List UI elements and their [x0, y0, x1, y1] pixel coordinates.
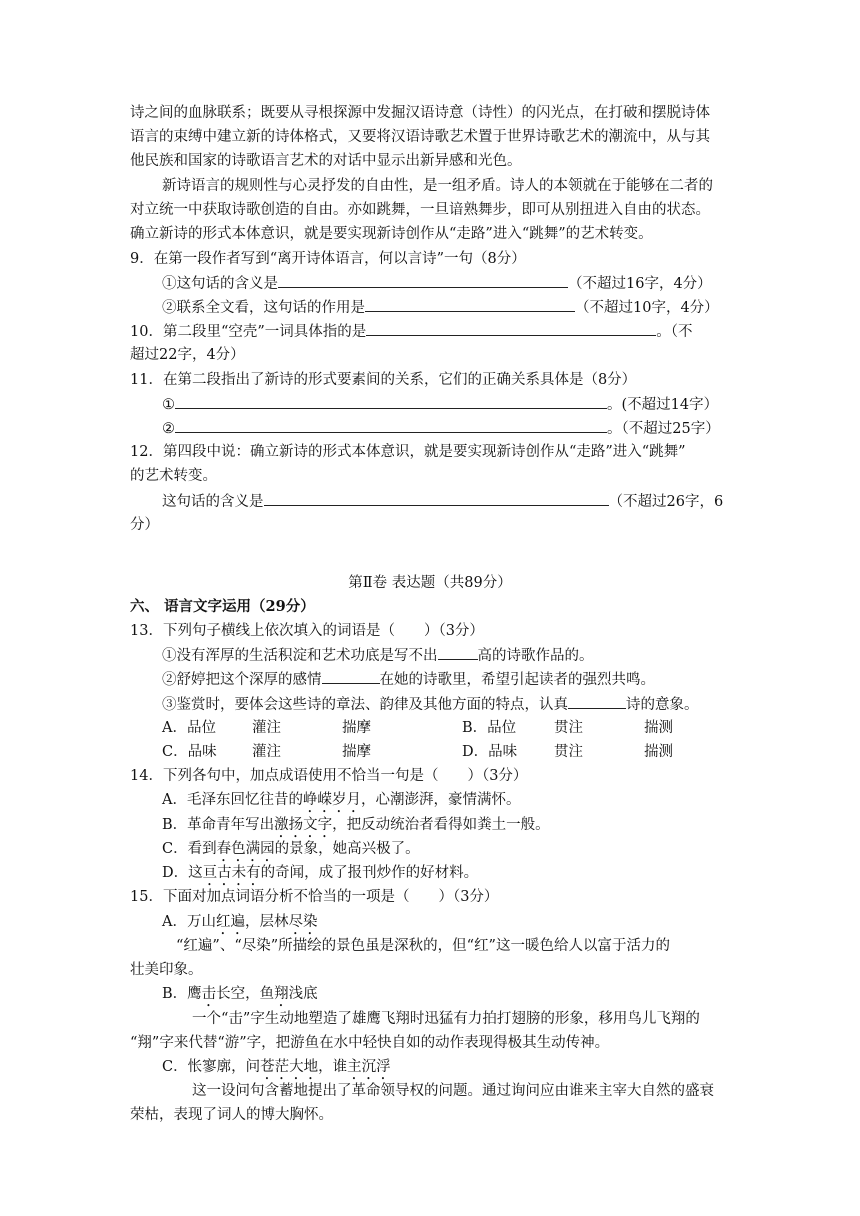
option-text: 的景象，她高兴极了。: [274, 841, 420, 857]
option-word: 揣摩: [342, 744, 371, 760]
question-14-option-b[interactable]: [162, 815, 550, 841]
dotted-word: 红遍: [215, 914, 245, 930]
passage-line: 确立新诗的形式本体意识，就是要实现新诗创作从“走路”进入“跳舞”的艺术转变。: [130, 226, 653, 242]
answer-blank[interactable]: [175, 394, 607, 409]
question-13-options-row: [162, 742, 673, 762]
sentence-text: ③鉴赏时，要体会这些诗的章法、韵律及其他方面的特点，认真: [162, 697, 568, 713]
sentence-text: ②舒婷把这个深厚的感情: [162, 672, 322, 688]
option-text: C．怅寥廓，问: [162, 1059, 261, 1075]
sub-limit: （不超过26字，6: [608, 494, 724, 510]
sub-limit: 。（不超过25字）: [607, 421, 720, 437]
dotted-word: 尽染: [288, 914, 318, 930]
answer-blank[interactable]: [175, 418, 607, 433]
dotted-word: 主沉浮: [347, 1059, 391, 1075]
question-15-a-explanation: 壮美印象。: [130, 962, 203, 978]
dotted-word: 苍茫大地: [260, 1059, 319, 1075]
sub-label: ①: [162, 397, 175, 413]
sub-limit: （不超过10字，4分）: [575, 300, 719, 316]
option-text: ，心潮澎湃，豪情满怀。: [360, 792, 521, 808]
sentence-text: 在她的诗歌里，希望引起读者的强烈共鸣。: [379, 672, 655, 688]
fill-blank[interactable]: [438, 645, 478, 660]
question-15-c-explanation: 这一设问句含蓄地提出了革命领导权的问题。通过询问应由谁来主宰大自然的盛衰: [192, 1083, 714, 1099]
question-14-option-a[interactable]: [162, 790, 520, 816]
question-15-option-a[interactable]: [162, 912, 317, 938]
question-13-sent1: [162, 645, 594, 666]
option-text: B．鹰: [162, 986, 202, 1002]
question-14-option-d[interactable]: [162, 863, 478, 889]
question-13-options-row: [162, 718, 673, 738]
question-13-stem: 13．下列句子横线上依次填入的词语是（ ）（3分）: [130, 623, 484, 639]
passage-line: 诗之间的血脉联系；既要从寻根探源中发掘汉语诗意（诗性）的闪光点，在打破和摆脱诗体: [130, 105, 710, 121]
option-word: 灌注: [252, 720, 281, 736]
option-text: ，谁: [318, 1059, 348, 1075]
option-word: 灌注: [252, 744, 281, 760]
sub-label: ①这句话的含义是: [162, 276, 278, 292]
sub-limit: 。(不超过14字）: [607, 397, 719, 413]
option-text: A．万山: [162, 914, 216, 930]
question-13-sent3: [162, 694, 699, 715]
question-14-option-c[interactable]: [162, 839, 420, 865]
option-text: D．这: [162, 865, 203, 881]
sentence-text: 高的诗歌作品的。: [477, 648, 594, 664]
question-14-stem: 14．下列各句中，加点成语使用不恰当一句是（ ）（3分）: [130, 768, 528, 784]
question-15-a-explanation: “红遍”、“尽染”所描绘的景色虽是深秋的，但“红”这一暖色给人以富于活力的: [176, 938, 670, 954]
question-15-b-explanation: 一个“击”字生动地塑造了雄鹰飞翔时迅猛有力拍打翅膀的形象，移用鸟儿飞翔的: [192, 1011, 700, 1027]
dotted-idiom: 亘古未有: [202, 865, 261, 881]
option-text: 长空，鱼: [216, 986, 275, 1002]
passage-line: 他民族和国家的诗歌语言艺术的对话中显示出新异感和光色。: [130, 153, 522, 169]
passage-line: 新诗语言的规则性与心灵抒发的自由性，是一组矛盾。诗人的本领就在于能够在二者的: [162, 178, 713, 194]
passage-line: 语言的束缚中建立新的诗体格式，又要将汉语诗歌艺术置于世界诗歌艺术的潮流中，从与其: [130, 129, 710, 145]
option-text: A．毛泽东回忆往昔的: [162, 792, 303, 808]
question-9-stem: 9．在第一段作者写到“离开诗体语言，何以言诗”一句（8分）: [130, 251, 526, 267]
question-12-stem: 的艺术转变。: [130, 468, 217, 484]
option-text: ，层林: [244, 914, 289, 930]
part-2-title: 第Ⅱ卷 表达题（共89分）: [348, 575, 512, 591]
question-11-sub1: [162, 394, 718, 415]
sub-limit: （不超过16字，4分）: [568, 276, 712, 292]
question-text: 10．第二段里“空壳”一词具体指的是: [130, 324, 367, 340]
option-word: 贯注: [554, 744, 583, 760]
question-12-stem: 12．第四段中说：确立新诗的形式本体意识，就是要实现新诗创作从“走路”进入“跳舞”: [130, 444, 686, 460]
answer-blank[interactable]: [278, 273, 568, 288]
question-15-option-c[interactable]: [162, 1057, 391, 1083]
section-6-heading: 六、 语言文字运用（29分）: [130, 598, 315, 615]
option-word: 贯注: [554, 720, 583, 736]
dotted-idiom: 春色满园: [216, 841, 275, 857]
question-12-answer: [162, 491, 723, 512]
dotted-idiom: 激扬文字: [274, 817, 333, 833]
answer-blank[interactable]: [365, 297, 575, 312]
answer-blank[interactable]: [264, 491, 609, 506]
dotted-idiom: 峥嵘岁月: [302, 792, 361, 808]
option-c[interactable]: C．品味: [162, 744, 217, 760]
sub-label: ②: [162, 421, 175, 437]
option-word: 揣测: [644, 720, 673, 736]
question-10-cont: 超过22字，4分）: [130, 347, 245, 363]
question-13-sent2: [162, 669, 655, 690]
option-text: 浅底: [288, 986, 318, 1002]
passage-line: 对立统一中获取诗歌创造的自由。亦如跳舞，一旦谙熟舞步，即可从别扭进入自由的状态。: [130, 202, 710, 218]
question-11-stem: 11．在第二段指出了新诗的形式要素间的关系，它们的正确关系具体是（8分）: [130, 372, 637, 388]
fill-blank[interactable]: [568, 694, 626, 709]
question-10-stem: [130, 321, 693, 342]
question-text: 。（不: [656, 324, 693, 340]
question-12-cont: 分）: [130, 517, 159, 533]
question-15-c-explanation: 荣枯，表现了词人的博大胸怀。: [130, 1107, 333, 1123]
option-text: 的奇闻，成了报刊炒作的好材料。: [260, 865, 479, 881]
option-text: ，把反动统治者看得如粪土一般。: [332, 817, 550, 833]
option-word: 揣摩: [342, 720, 371, 736]
sentence-text: 诗的意象。: [626, 697, 699, 713]
sub-label: 这句话的含义是: [162, 494, 264, 510]
question-15-b-explanation: “翔”字来代替“游”字，把游鱼在水中轻快自如的动作表现得极其生动传神。: [130, 1035, 610, 1051]
question-15-option-b[interactable]: [162, 984, 318, 1010]
option-text: C．看到: [162, 841, 217, 857]
sub-label: ②联系全文看，这句话的作用是: [162, 300, 365, 316]
option-a[interactable]: A．品位: [162, 720, 216, 736]
fill-blank[interactable]: [322, 669, 380, 684]
option-word: 揣测: [644, 744, 673, 760]
answer-blank[interactable]: [366, 321, 656, 336]
option-d[interactable]: D．品味: [462, 744, 518, 760]
option-b[interactable]: B．品位: [462, 720, 517, 736]
dotted-word: 击: [201, 986, 217, 1002]
dotted-word: 翔: [274, 986, 289, 1002]
question-9-sub1: [162, 273, 712, 294]
question-11-sub2: [162, 418, 720, 439]
sentence-text: ①没有浑厚的生活积淀和艺术功底是写不出: [162, 648, 438, 664]
question-15-stem: 15．下面对加点词语分析不恰当的一项是（ ）（3分）: [130, 889, 499, 905]
question-9-sub2: [162, 297, 719, 318]
option-text: B．革命青年写出: [162, 817, 275, 833]
